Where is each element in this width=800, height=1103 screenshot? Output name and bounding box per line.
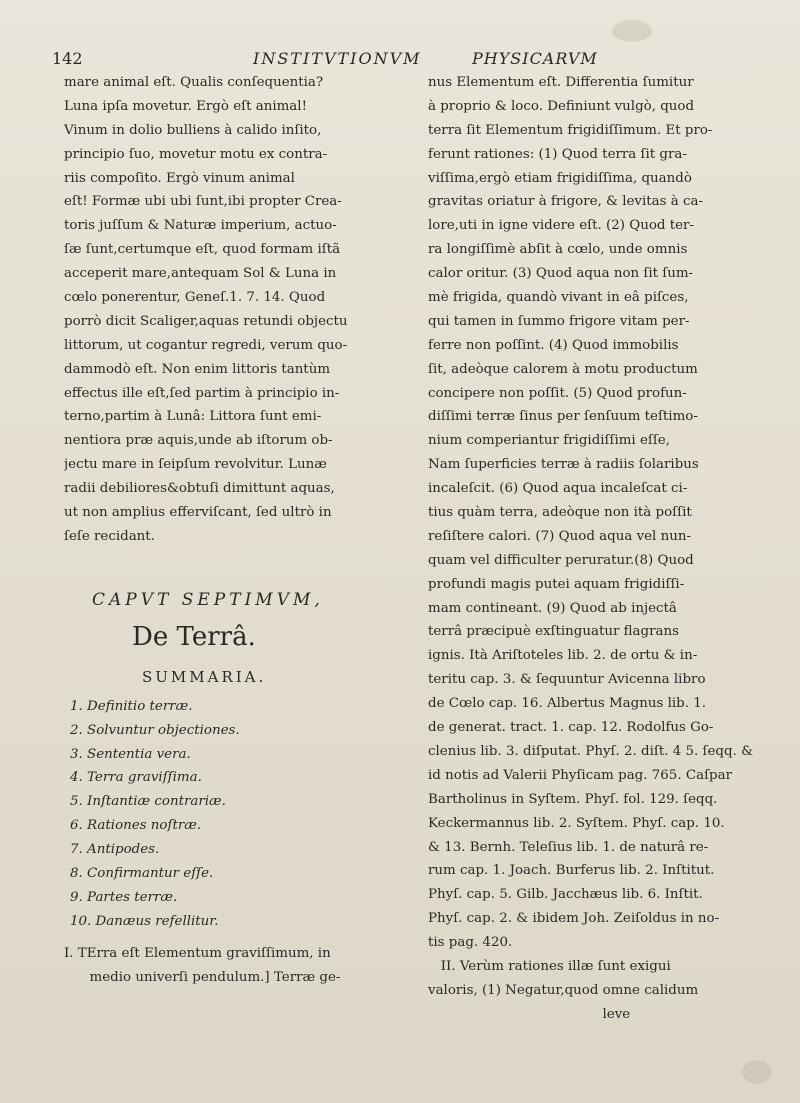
- text-line: Luna ipſa movetur. Ergò eſt animal!: [64, 98, 307, 114]
- text-line: mè frigida, quandò vivant in eâ piſces,: [428, 290, 689, 306]
- text-line: ferunt rationes: (1) Quod terra ſit gra-: [428, 146, 687, 162]
- text-line: profundi magis putei aquam frigidiſſi-: [428, 576, 685, 592]
- running-title-left: INSTITVTIONVM: [253, 49, 422, 68]
- text-line: qui tamen in ſummo frigore vitam per-: [428, 313, 690, 329]
- text-line: rum cap. 1. Joach. Burferus lib. 2. Inſtitut.: [428, 863, 715, 879]
- text-line: ſeſe recidant.: [64, 528, 155, 544]
- text-line: I. TErra eſt Elementum graviſſimum, in: [64, 945, 331, 961]
- text-line: dammodò eſt. Non enim littoris tantùm: [64, 361, 331, 377]
- text-line: Phyſ. cap. 5. Gilb. Jacchæus lib. 6. Inſtit.: [428, 887, 703, 903]
- text-line: terra ſit Elementum frigidiſſimum. Et pro-: [428, 122, 713, 138]
- summary-item: 9. Partes terræ.: [70, 889, 178, 905]
- text-line: Vinum in dolio bulliens à calido inſito,: [64, 122, 322, 138]
- summary-item: 7. Antipodes.: [70, 842, 160, 858]
- text-line: riis compoſito. Ergò vinum animal: [64, 170, 295, 186]
- paper-stain: [612, 20, 652, 42]
- text-line: ferre non poſſint. (4) Quod immobilis: [428, 337, 679, 353]
- text-line: ſæ ſunt,certumque eſt, quod formam iſtã: [64, 242, 341, 258]
- left-text-block: [64, 71, 408, 549]
- text-line: de generat. tract. 1. cap. 12. Rodolfus Go-: [428, 720, 714, 736]
- text-line: ut non amplius efferviſcant, ſed ultrò in: [64, 505, 332, 521]
- summary-title: SUMMARIA.: [142, 667, 267, 686]
- text-line: Phyſ. cap. 2. & ibidem Joh. Zeiſoldus in no-: [428, 911, 720, 927]
- text-line: effectus ille eſt,ſed partim à principio in-: [64, 385, 340, 401]
- spacer: [64, 934, 408, 942]
- text-line: valoris, (1) Negatur,quod omne calidum: [428, 982, 699, 998]
- spacer: [64, 549, 408, 585]
- text-line: nus Elementum eſt. Differentia ſumitur: [428, 75, 694, 90]
- text-line: calor oritur. (3) Quod aqua non ſit ſum-: [428, 266, 694, 282]
- text-line: tis pag. 420.: [428, 935, 513, 951]
- text-line: ſit, adeòque calorem à motu productum: [428, 361, 698, 377]
- text-line: medio univerſi pendulum.] Terræ ge-: [64, 969, 341, 985]
- summary-list: [64, 695, 408, 934]
- text-line: viſſima,ergò etiam frigidiſſima, quandò: [428, 170, 692, 186]
- text-line: à proprio & loco. Definiunt vulgò, quod: [428, 98, 695, 114]
- text-line: Nam ſuperficies terræ à radiis ſolaribus: [428, 457, 699, 473]
- summary-item: 4. Terra graviſſima.: [70, 770, 202, 786]
- text-line: porrò dicit Scaliger,aquas retundi objectu: [64, 313, 348, 329]
- text-line: clenius lib. 3. diſputat. Phyſ. 2. diſt. 4 5. ſeqq. &: [428, 743, 753, 759]
- text-line: mare animal eſt. Qualis conſequentia?: [64, 75, 324, 90]
- text-line: littorum, ut cogantur regredi, verum quo-: [64, 337, 348, 353]
- text-line: cœlo ponerentur, Geneſ.1. 7. 14. Quod: [64, 290, 326, 306]
- summary-item: 1. Definitio terræ.: [70, 698, 193, 714]
- text-line: jectu mare in ſeipſum revolvitur. Lunæ: [64, 457, 327, 473]
- text-line: diſſimi terræ ſinus per ſenſuum teſtimo-: [428, 409, 698, 425]
- right-column: [428, 71, 794, 1027]
- summary-item: 8. Confirmantur eſſe.: [70, 866, 214, 882]
- text-line: toris juſſum & Naturæ imperium, actuo-: [64, 218, 337, 234]
- summary-item: 6. Rationes noſtræ.: [70, 818, 202, 834]
- running-title-right: PHYSICARVM: [472, 49, 598, 68]
- running-header: [0, 49, 800, 71]
- text-line: principio ſuo, movetur motu ex contra-: [64, 146, 328, 162]
- text-line: concipere non poſſit. (5) Quod profun-: [428, 385, 687, 401]
- text-line: id notis ad Valerii Phyſicam pag. 765. Caſpar: [428, 767, 732, 783]
- page-number: 142: [52, 49, 83, 68]
- text-line: nium comperiantur frigidiſſimi eſſe,: [428, 433, 670, 449]
- summary-item: 3. Sententia vera.: [70, 746, 191, 762]
- text-line: tius quàm terra, adeòque non ità poſſit: [428, 505, 692, 521]
- text-line: ra longiſſimè abſit à cœlo, unde omnis: [428, 242, 688, 258]
- paper-stain: [742, 1060, 772, 1084]
- summary-item: 10. Danæus refellitur.: [70, 913, 219, 929]
- text-line: acceperit mare,antequam Sol & Luna in: [64, 266, 337, 282]
- text-line: II. Verùm rationes illæ ſunt exigui: [428, 958, 671, 974]
- summary-item: 5. Inſtantiæ contrariæ.: [70, 794, 226, 810]
- text-line: leve: [428, 1006, 631, 1022]
- text-line: Bartholinus in Syſtem. Phyſ. fol. 129. ſeqq.: [428, 791, 718, 807]
- text-line: incaleſcit. (6) Quod aqua incaleſcat ci-: [428, 481, 688, 497]
- left-column: [64, 71, 408, 990]
- text-line: eſt! Formæ ubi ubi ſunt,ibi propter Crea-: [64, 194, 342, 210]
- chapter-heading: CAPVT SEPTIMVM,: [92, 589, 324, 610]
- text-line: reſiſtere calori. (7) Quod aqua vel nun-: [428, 528, 691, 544]
- text-line: radii debiliores&obtuſi dimittunt aquas,: [64, 481, 335, 497]
- text-line: teritu cap. 3. & ſequuntur Avicenna libro: [428, 672, 706, 688]
- summary-item: 2. Solvuntur objectiones.: [70, 722, 240, 738]
- text-line: terrâ præcipuè exſtinguatur flagrans: [428, 624, 679, 640]
- text-line: ignis. Ità Ariſtoteles lib. 2. de ortu & in-: [428, 648, 698, 664]
- text-line: nentiora præ aquis,unde ab iſtorum ob-: [64, 433, 333, 449]
- text-line: de Cœlo cap. 16. Albertus Magnus lib. 1.: [428, 696, 707, 712]
- text-line: gravitas oriatur à frigore, & levitas à ca-: [428, 194, 704, 210]
- chapter-subject: De Terrâ.: [132, 621, 256, 652]
- text-line: quam vel difficulter peruratur.(8) Quod: [428, 552, 694, 568]
- text-line: terno,partim à Lunâ: Littora ſunt emi-: [64, 409, 322, 425]
- text-line: Keckermannus lib. 2. Syſtem. Phyſ. cap. 10.: [428, 815, 725, 831]
- text-line: lore,uti in igne videre eſt. (2) Quod ter-: [428, 218, 694, 234]
- text-line: & 13. Bernh. Teleſius lib. 1. de naturâ re-: [428, 839, 709, 855]
- text-line: mam contineant. (9) Quod ab injectâ: [428, 600, 677, 616]
